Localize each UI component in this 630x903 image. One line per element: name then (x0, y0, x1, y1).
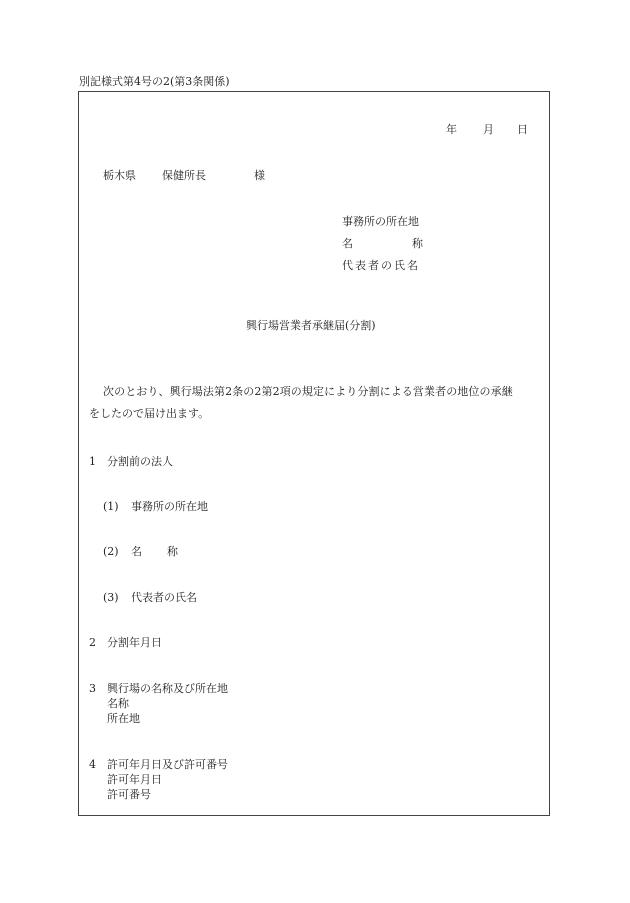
section-2-number: 2 (89, 636, 96, 649)
document-title: 興行場営業者承継届(分割) (246, 319, 376, 332)
section-1-label: 分割前の法人 (107, 455, 173, 468)
section-3-label: 興行場の名称及び所在地 (107, 682, 228, 695)
section-4-sub-date: 許可年月日 (107, 773, 162, 786)
applicant-address-label: 事務所の所在地 (342, 215, 419, 228)
form-frame (78, 91, 550, 816)
section-3-number: 3 (89, 682, 96, 695)
section-1-1-number: (1) (103, 500, 119, 513)
section-3-sub-address: 所在地 (107, 712, 140, 725)
form-label: 別記様式第4号の2(第3条関係) (79, 75, 230, 88)
section-1-1-label: 事務所の所在地 (131, 500, 208, 513)
section-1-number: 1 (89, 455, 96, 468)
addressee-prefecture: 栃木県 (103, 169, 136, 182)
section-2-label: 分割年月日 (107, 636, 162, 649)
section-1-3-label: 代表者の氏名 (131, 591, 197, 604)
date-day-label: 日 (517, 123, 528, 136)
section-3-sub-name: 名称 (107, 697, 129, 710)
body-line-1: 次のとおり、興行場法第2条の2第2項の規定により分割による営業者の地位の承継 (103, 385, 513, 398)
applicant-name-label-1: 名 (342, 237, 353, 250)
section-1-2-label-2: 称 (167, 545, 178, 558)
section-1-3-number: (3) (103, 591, 119, 604)
body-line-2: をしたので届け出ます。 (89, 407, 210, 420)
section-1-2-number: (2) (103, 545, 119, 558)
section-4-number: 4 (89, 758, 96, 771)
applicant-name-label-2: 称 (412, 237, 423, 250)
section-4-label: 許可年月日及び許可番号 (107, 758, 228, 771)
section-1-2-label-1: 名 (131, 545, 142, 558)
addressee-honorific: 様 (254, 169, 265, 182)
date-year-label: 年 (446, 123, 457, 136)
section-4-sub-number: 許可番号 (107, 788, 151, 801)
addressee-office: 保健所長 (162, 169, 206, 182)
date-month-label: 月 (483, 123, 494, 136)
applicant-representative-label: 代表者の氏名 (342, 259, 420, 272)
